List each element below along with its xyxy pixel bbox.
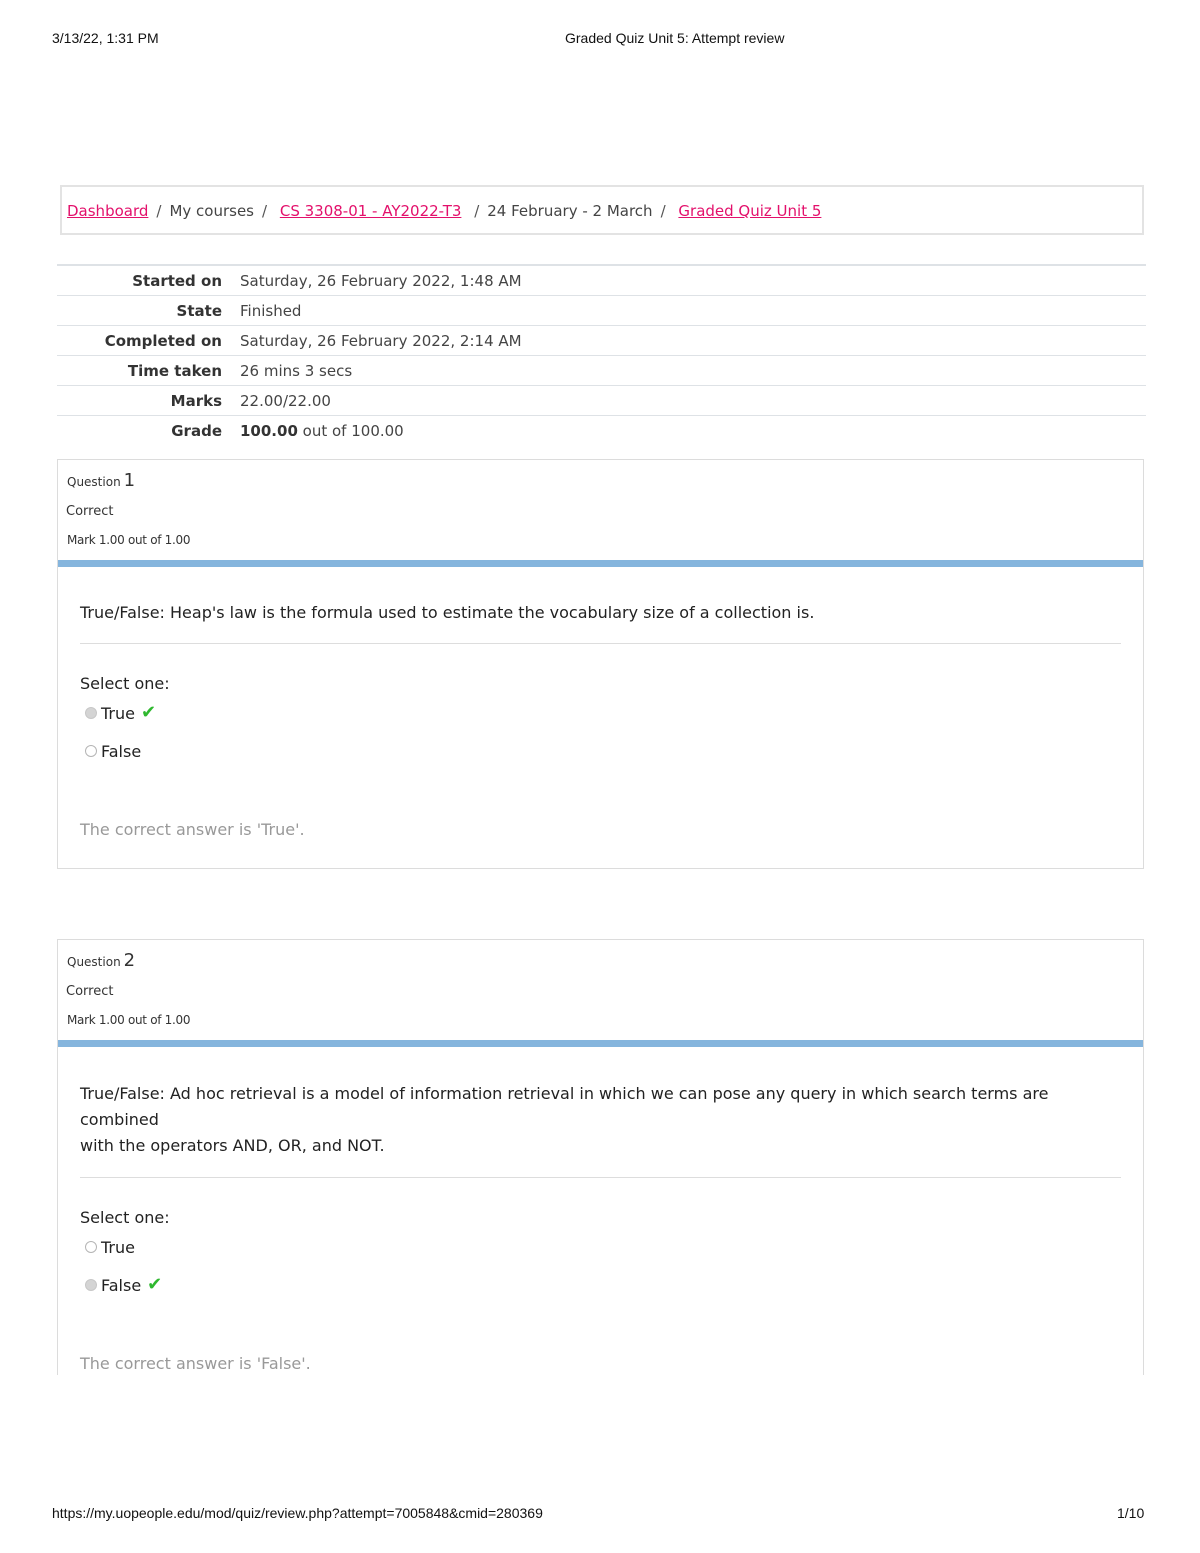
summary-value: Saturday, 26 February 2022, 2:14 AM [240,331,522,350]
summary-value: 22.00/22.00 [240,391,331,410]
question-content [58,567,1143,839]
answer-label: False [101,1275,142,1295]
question-card [57,459,1144,869]
question-separator [80,1177,1121,1178]
grade-suffix: out of 100.00 [302,421,404,440]
question-label: Question [67,955,121,969]
question-divider-bar [58,1040,1143,1047]
question-number [67,470,135,491]
question-text-line: with the operators AND, OR, and NOT. [80,1136,385,1155]
question-separator [80,643,1121,644]
print-page-number: 1/10 [1117,1505,1145,1521]
summary-label: State [176,301,222,320]
summary-label: Time taken [127,361,222,380]
question-text-line: True/False: Ad hoc retrieval is a model of information retrieval in which we can pose any query in which search terms are combined [80,1084,1049,1129]
breadcrumb-my-courses: My courses [169,202,254,220]
checkmark-icon: ✔ [147,1274,163,1295]
summary-label: Completed on [104,331,222,350]
summary-row-grade [57,415,1146,445]
question-info [58,940,1143,1040]
answer-label: True [101,1237,135,1257]
question-mark: Mark 1.00 out of 1.00 [67,1013,191,1027]
breadcrumb-separator: / [660,202,666,220]
breadcrumb [67,202,821,220]
answer-option-true[interactable] [80,702,1121,724]
print-url: https://my.uopeople.edu/mod/quiz/review.php?attempt=7005848&cmid=280369 [52,1505,543,1521]
breadcrumb-separator: / [262,202,268,220]
summary-row-started [57,264,1146,295]
answer-option-false[interactable] [80,740,1121,762]
select-one-prompt: Select one: [80,674,170,693]
question-content [58,1047,1143,1373]
attempt-summary-table [57,264,1146,445]
radio-button[interactable] [85,745,97,757]
correct-answer-feedback: The correct answer is 'False'. [80,1354,311,1373]
radio-button[interactable] [85,1241,97,1253]
radio-button-selected[interactable] [85,1279,97,1291]
print-page-title: Graded Quiz Unit 5: Attempt review [565,30,785,46]
checkmark-icon: ✔ [140,702,157,723]
breadcrumb-quiz-link[interactable]: Graded Quiz Unit 5 [678,202,822,220]
breadcrumb-container [60,185,1144,235]
select-one-prompt: Select one: [80,1208,170,1227]
answer-label: True [101,703,135,723]
grade-value: 100.00 [240,421,298,440]
question-mark: Mark 1.00 out of 1.00 [67,533,191,547]
question-number-value: 2 [123,950,136,971]
summary-label: Grade [171,421,222,440]
question-number [67,950,135,971]
question-info [58,460,1143,560]
answer-label: False [101,741,142,761]
question-number-value: 1 [123,470,136,491]
summary-label: Started on [132,271,222,290]
print-footer [0,1505,1200,1525]
question-divider-bar [58,560,1143,567]
radio-button-selected[interactable] [85,707,97,719]
summary-label: Marks [170,391,222,410]
summary-value [240,422,404,440]
breadcrumb-week: 24 February - 2 March [487,202,653,220]
summary-value: 26 mins 3 secs [240,361,353,380]
answer-option-false[interactable] [80,1274,1121,1296]
question-state: Correct [66,984,114,999]
summary-value: Saturday, 26 February 2022, 1:48 AM [240,271,522,290]
question-label: Question [67,475,121,489]
question-state: Correct [66,504,114,519]
summary-row-completed [57,325,1146,355]
correct-answer-feedback: The correct answer is 'True'. [80,820,305,839]
print-datetime: 3/13/22, 1:31 PM [52,30,159,46]
breadcrumb-separator: / [156,202,162,220]
summary-value: Finished [240,301,302,320]
summary-row-time-taken [57,355,1146,385]
summary-row-state [57,295,1146,325]
breadcrumb-dashboard-link[interactable]: Dashboard [67,202,149,220]
question-text [80,1047,1121,1177]
breadcrumb-course-link[interactable]: CS 3308-01 - AY2022-T3 [279,202,462,220]
answer-option-true[interactable] [80,1236,1121,1258]
breadcrumb-separator: / [474,202,480,220]
print-header [0,30,1200,50]
summary-row-marks [57,385,1146,415]
question-card [57,939,1144,1375]
question-text: True/False: Heap's law is the formula used to estimate the vocabulary size of a collection is. [80,603,815,622]
